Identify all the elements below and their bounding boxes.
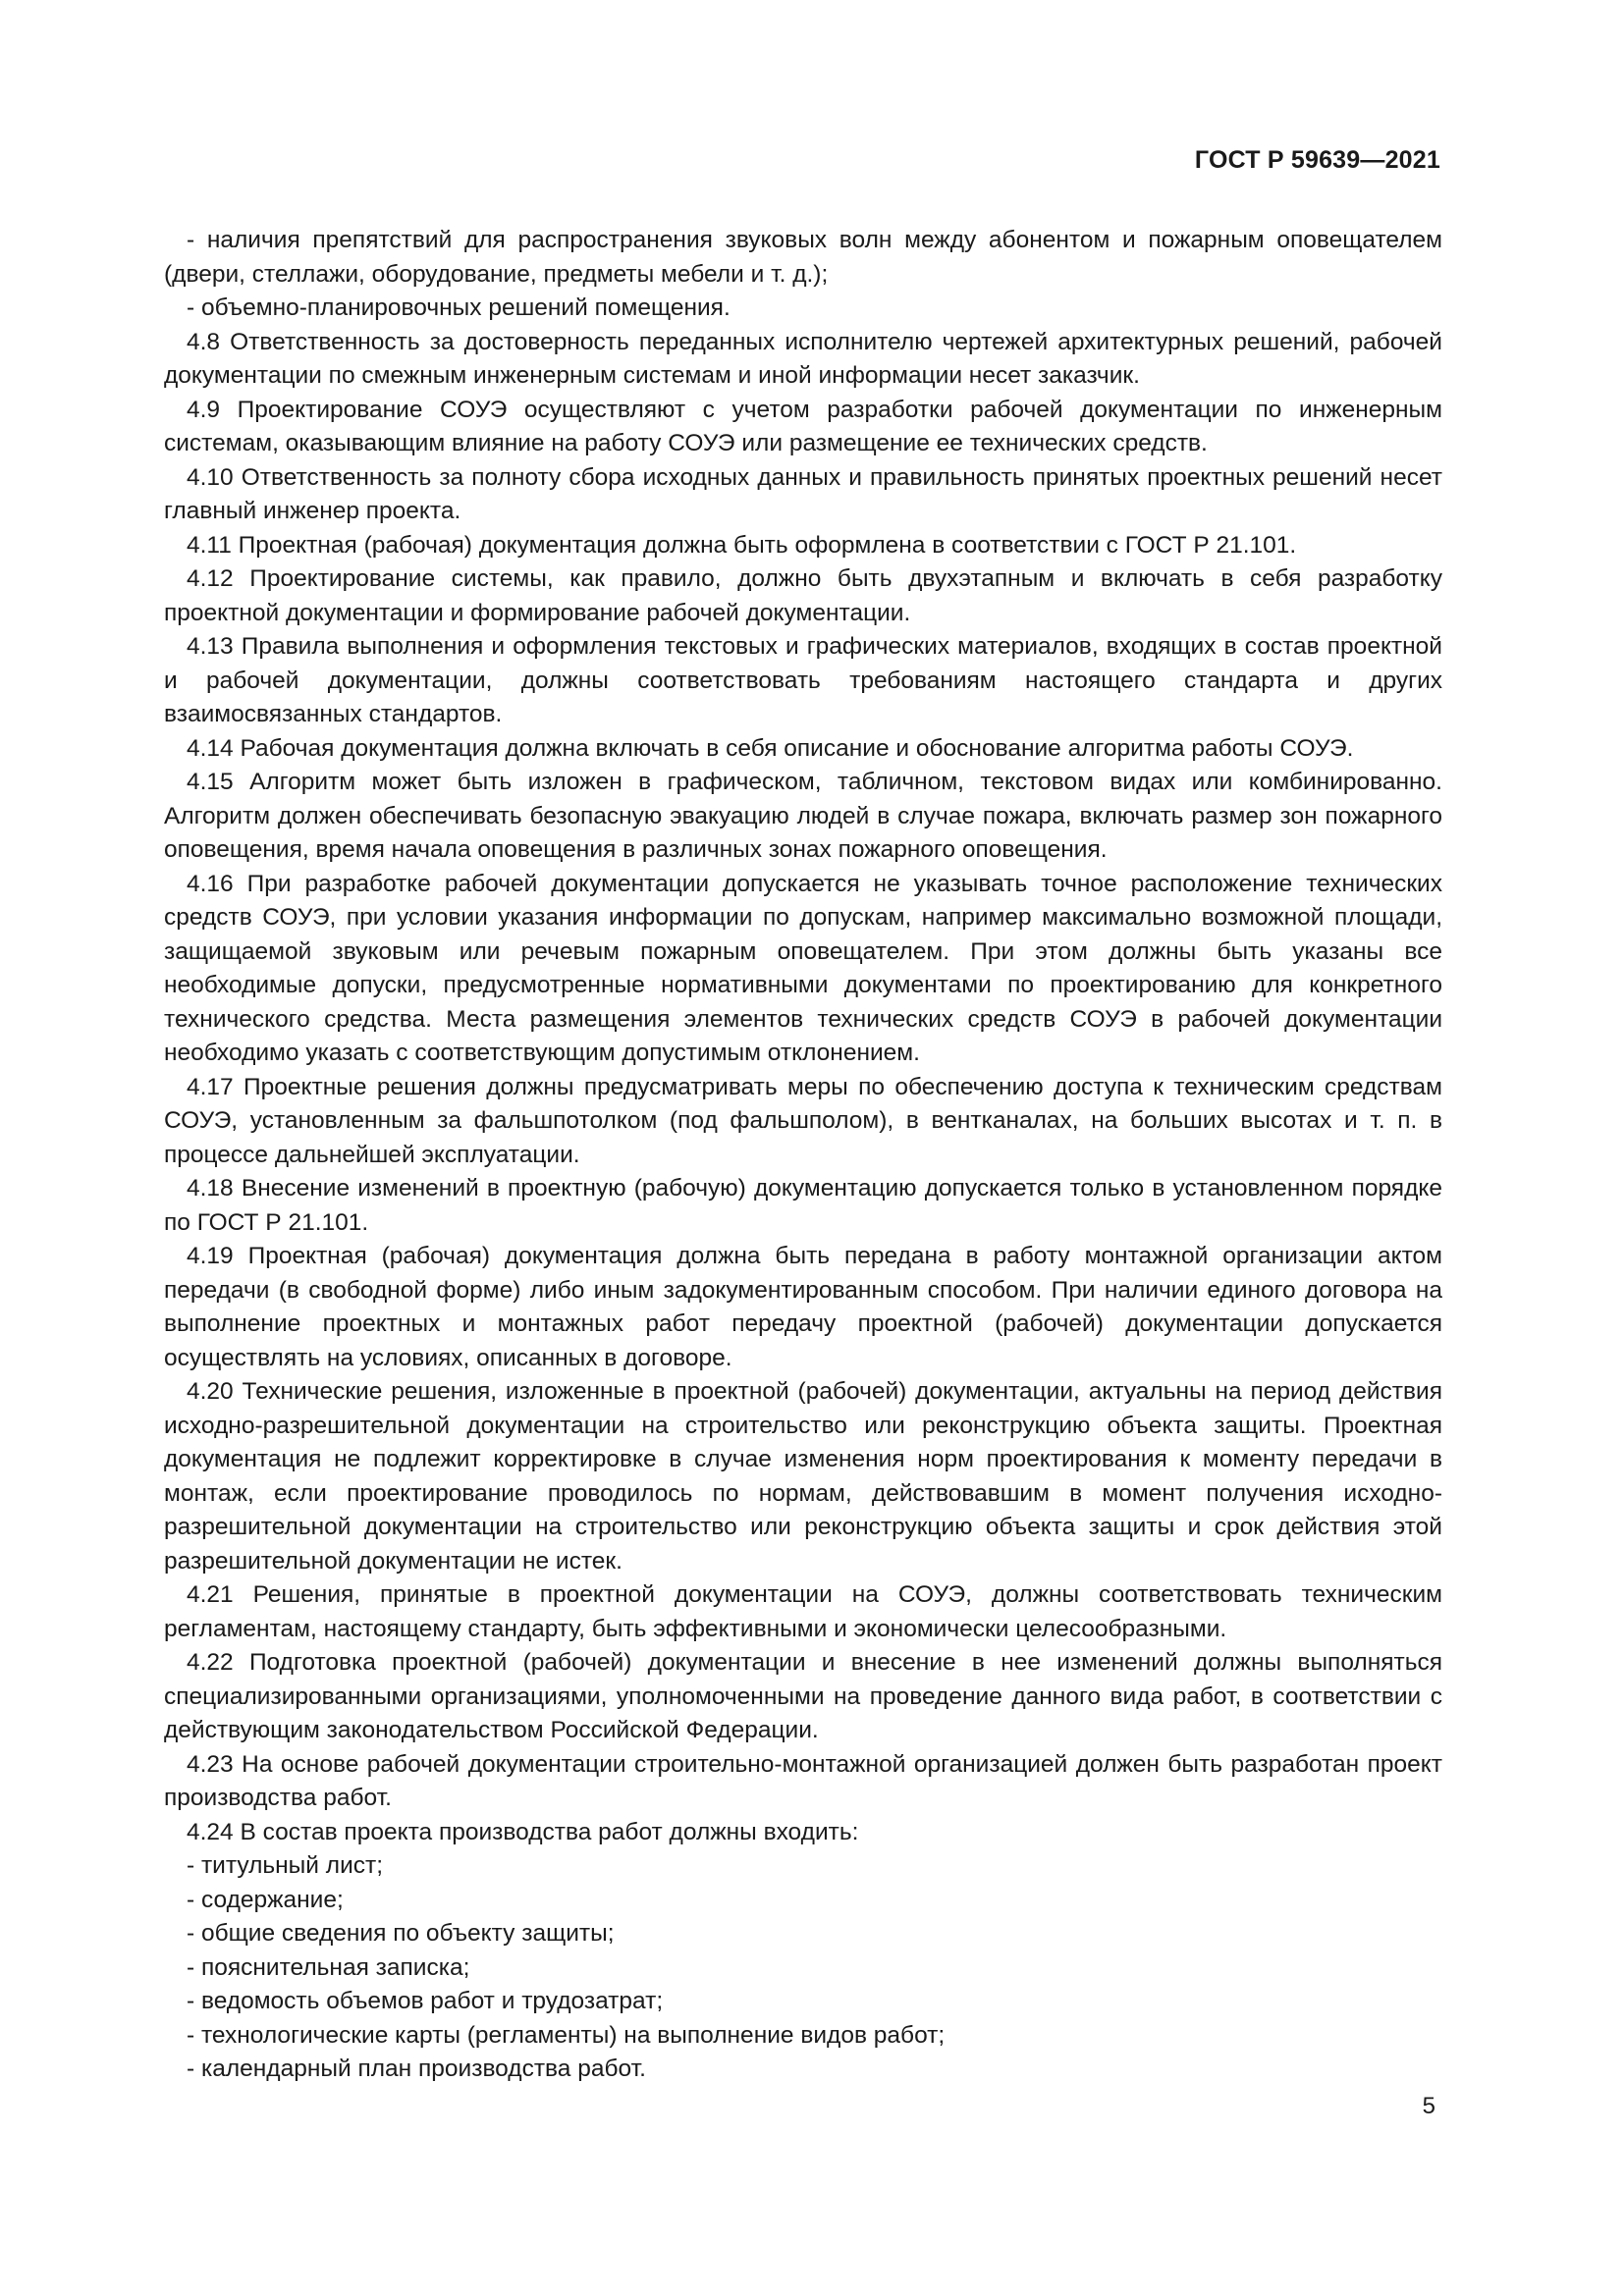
paragraph-4-19: 4.19 Проектная (рабочая) документация должна быть передана в работу монтажной организации актом передачи (в свободной форме) либо иным задокументированным способом. При наличии единого договора на выполнение проектных и монтажных работ передачу проектной (рабочей) документации допускается осуществлять на условиях, описанных в договоре. bbox=[164, 1243, 1442, 1371]
list-item: - общие сведения по объекту защиты; bbox=[187, 1920, 615, 1947]
document-header bbox=[1195, 146, 1440, 175]
paragraph-4-8: 4.8 Ответственность за достоверность переданных исполнителю чертежей архитектурных решений, рабочей документации по смежным инженерным системам и иной информации несет заказчик. bbox=[164, 328, 1442, 389]
paragraph-4-9: 4.9 Проектирование СОУЭ осуществляют с учетом разработки рабочей документации по инженерным системам, оказывающим влияние на работу СОУЭ или размещение ее технических средств. bbox=[164, 396, 1442, 456]
paragraph: - объемно-планировочных решений помещения. bbox=[187, 294, 731, 321]
list-item: - пояснительная записка; bbox=[187, 1953, 470, 1981]
document-body bbox=[164, 224, 1442, 2087]
standard-number: ГОСТ Р 59639—2021 bbox=[1194, 146, 1440, 174]
list-item: - содержание; bbox=[187, 1886, 344, 1913]
paragraph-4-22: 4.22 Подготовка проектной (рабочей) документации и внесение в нее изменений должны выполняться специализированными организациями, уполномоченными на проведение данного вида работ, в соответствии с действующим законодательством Российской Федерации. bbox=[164, 1649, 1442, 1743]
list-item: - титульный лист; bbox=[187, 1852, 384, 1879]
paragraph-4-18: 4.18 Внесение изменений в проектную (рабочую) документацию допускается только в установленном порядке по ГОСТ Р 21.101. bbox=[164, 1175, 1442, 1236]
list-item: - технологические карты (регламенты) на выполнение видов работ; bbox=[187, 2021, 946, 2049]
paragraph-4-15: 4.15 Алгоритм может быть изложен в графическом, табличном, текстовом видах или комбинированно. Алгоритм должен обеспечивать безопасную эвакуацию людей в случае пожара, включать размер зон пожарного оповещения, время начала оповещения в различных зонах пожарного оповещения. bbox=[164, 769, 1442, 863]
paragraph-4-23: 4.23 На основе рабочей документации строительно-монтажной организацией должен быть разработан проект производства работ. bbox=[164, 1750, 1442, 1811]
paragraph-4-11: 4.11 Проектная (рабочая) документация должна быть оформлена в соответствии с ГОСТ Р 21.101. bbox=[187, 531, 1297, 559]
paragraph-4-24: 4.24 В состав проекта производства работ должны входить: bbox=[187, 1818, 859, 1845]
paragraph-4-14: 4.14 Рабочая документация должна включать в себя описание и обоснование алгоритма работы СОУЭ. bbox=[187, 734, 1354, 762]
paragraph-4-12: 4.12 Проектирование системы, как правило, должно быть двухэтапным и включать в себя разработку проектной документации и формирование рабочей документации. bbox=[164, 565, 1442, 626]
paragraph-4-17: 4.17 Проектные решения должны предусматривать меры по обеспечению доступа к техническим средствам СОУЭ, установленным за фальшпотолком (под фальшполом), в вентканалах, на больших высотах и т. п. в процессе дальнейшей эксплуатации. bbox=[164, 1073, 1442, 1168]
list-item: - ведомость объемов работ и трудозатрат; bbox=[187, 1988, 664, 2014]
paragraph-4-20: 4.20 Технические решения, изложенные в проектной (рабочей) документации, актуальны на период действия исходно-разрешительной документации на строительство или реконструкцию объекта защиты. Проектная документация не подлежит корректировке в случае изменения норм проектирования к моменту передачи в монтаж, если проектирование проводилось по нормам, действовавшим в момент получения исходно-разрешительной документации на строительство или реконструкцию объекта защиты и срок действия этой разрешительной документации не истек. bbox=[164, 1378, 1442, 1575]
page-number: 5 bbox=[1422, 2093, 1435, 2119]
paragraph: - наличия препятствий для распространения звуковых волн между абонентом и пожарным оповещателем (двери, стеллажи, оборудование, предметы мебели и т. д.); bbox=[164, 227, 1442, 288]
paragraph-4-13: 4.13 Правила выполнения и оформления текстовых и графических материалов, входящих в состав проектной и рабочей документации, должны соответствовать требованиям настоящего стандарта и других взаимосвязанных стандартов. bbox=[164, 633, 1442, 727]
paragraph-4-16: 4.16 При разработке рабочей документации допускается не указывать точное расположение технических средств СОУЭ, при условии указания информации по допускам, например максимально возможной площади, защищаемой звуковым или речевым пожарным оповещателем. При этом должны быть указаны все необходимые допуски, предусмотренные нормативными документами по проектированию для конкретного технического средства. Места размещения элементов технических средств СОУЭ в рабочей документации необходимо указать с соответствующим допустимым отклонением. bbox=[164, 870, 1442, 1066]
paragraph-4-21: 4.21 Решения, принятые в проектной документации на СОУЭ, должны соответствовать техническим регламентам, настоящему стандарту, быть эффективными и экономически целесообразными. bbox=[164, 1581, 1442, 1642]
paragraph-4-10: 4.10 Ответственность за полноту сбора исходных данных и правильность принятых проектных решений несет главный инженер проекта. bbox=[164, 463, 1442, 524]
list-item: - календарный план производства работ. bbox=[187, 2056, 646, 2082]
